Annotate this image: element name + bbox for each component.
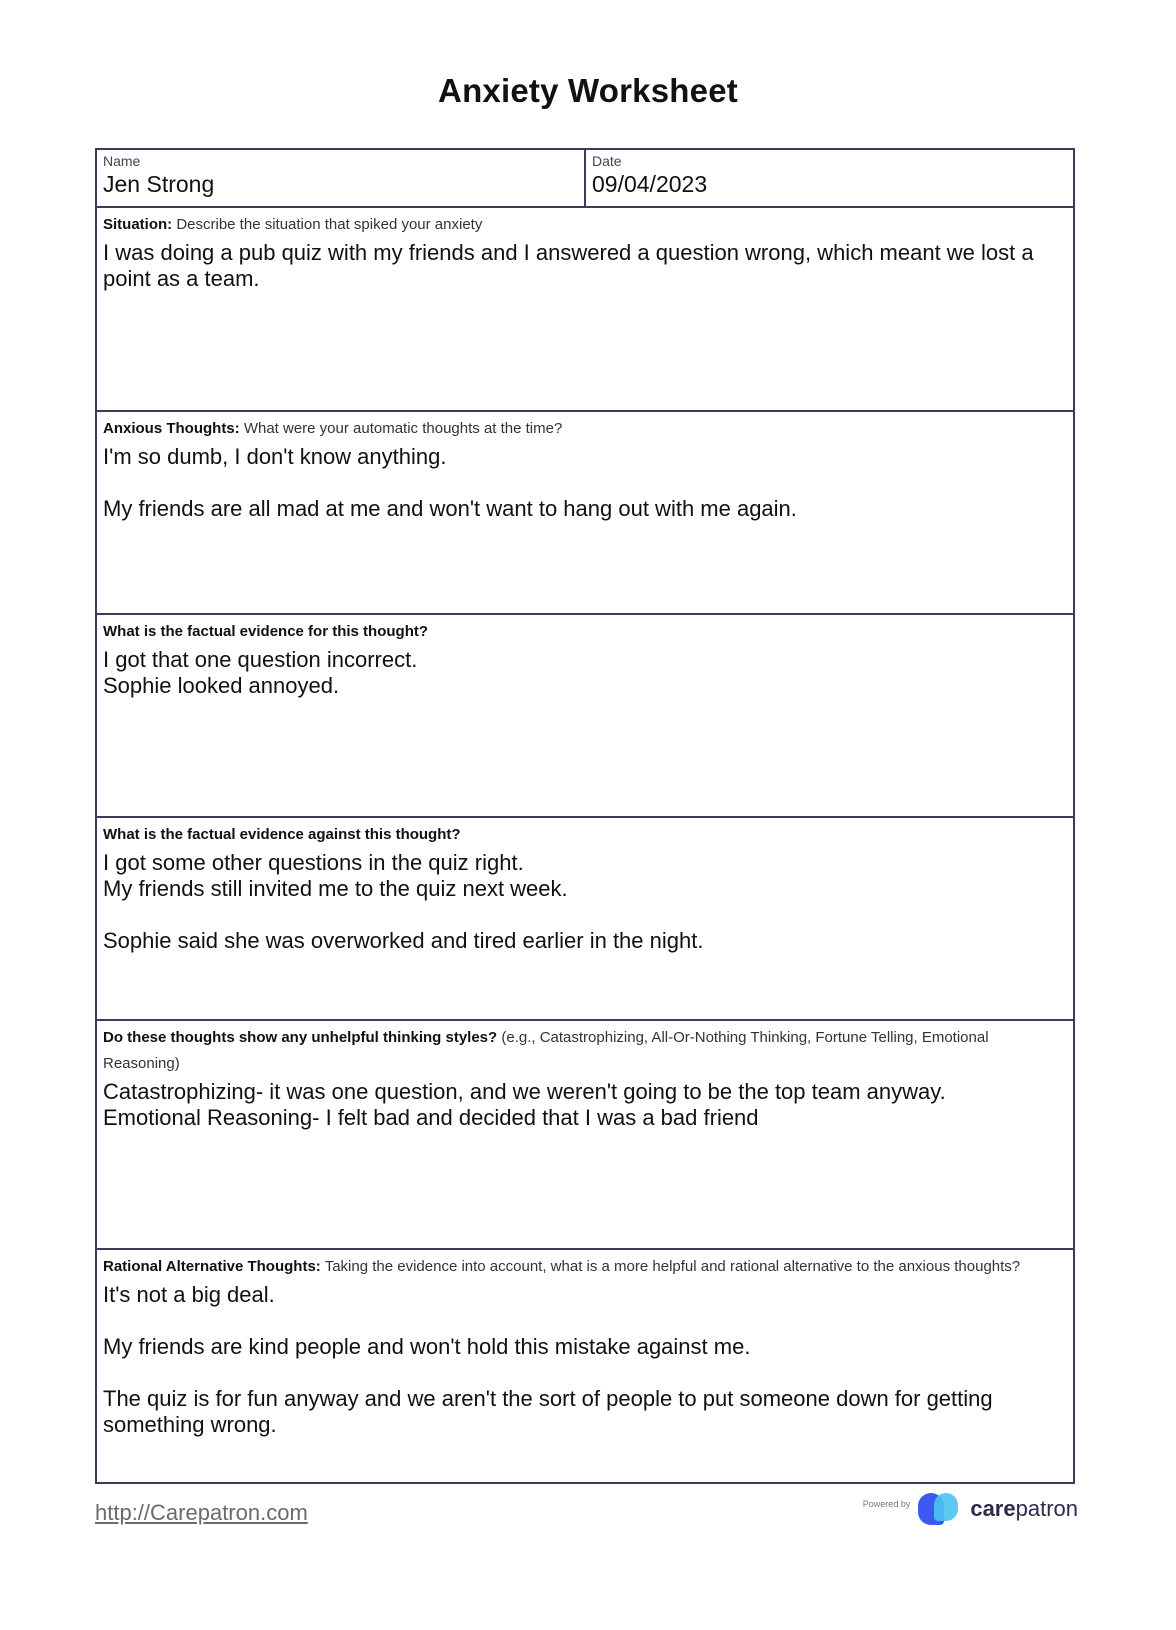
situation-label: Situation:: [103, 216, 173, 233]
rational-thoughts-answer: [103, 1282, 1067, 1438]
thinking-styles-prompt-text: (e.g., Catastrophizing, All-Or-Nothing Thinking, Fortune Telling, Emotional Reasoning): [103, 1029, 989, 1072]
name-field[interactable]: [97, 150, 584, 206]
anxious-thoughts-prompt-text: What were your automatic thoughts at the time?: [239, 420, 563, 437]
evidence-against-prompt: [103, 822, 1067, 848]
answer-line: My friends are kind people and won't hold this mistake against me.: [103, 1334, 751, 1359]
thinking-styles-answer: [103, 1079, 1067, 1131]
situation-section[interactable]: [97, 208, 1073, 412]
carepatron-link[interactable]: http://Carepatron.com: [95, 1500, 308, 1525]
powered-by-text: Powered by: [862, 1499, 911, 1509]
thinking-styles-prompt: [103, 1025, 1067, 1077]
rational-thoughts-label: Rational Alternative Thoughts:: [103, 1258, 321, 1275]
carepatron-logo-icon: [918, 1493, 962, 1525]
header-row: [97, 150, 1073, 208]
answer-line: Sophie looked annoyed.: [103, 673, 340, 698]
anxious-thoughts-answer: [103, 444, 1067, 522]
evidence-for-answer: [103, 647, 1067, 699]
evidence-against-answer: [103, 850, 1067, 954]
evidence-for-prompt: [103, 619, 1067, 645]
answer-line: Catastrophizing- it was one question, and we weren't going to be the top team anyway.: [103, 1079, 946, 1104]
thinking-styles-section[interactable]: [97, 1021, 1073, 1250]
wordmark-rest: patron: [1015, 1496, 1078, 1521]
evidence-for-label: What is the factual evidence for this thought?: [103, 623, 429, 640]
anxious-thoughts-section[interactable]: [97, 412, 1073, 615]
worksheet-form: [95, 148, 1075, 1484]
answer-line: The quiz is for fun anyway and we aren't the sort of people to put someone down for getting something wrong.: [103, 1386, 993, 1437]
answer-line: I got that one question incorrect.: [103, 647, 418, 672]
date-value: 09/04/2023: [592, 171, 708, 197]
evidence-against-label: What is the factual evidence against this thought?: [103, 826, 461, 843]
carepatron-wordmark: [970, 1496, 1078, 1522]
thinking-styles-label: Do these thoughts show any unhelpful thinking styles?: [103, 1029, 498, 1046]
situation-answer: [103, 240, 1067, 292]
rational-thoughts-section[interactable]: [97, 1250, 1073, 1482]
evidence-for-section[interactable]: [97, 615, 1073, 818]
answer-line: Sophie said she was overworked and tired earlier in the night.: [103, 928, 704, 953]
situation-prompt-text: Describe the situation that spiked your anxiety: [172, 216, 483, 233]
answer-line: My friends still invited me to the quiz next week.: [103, 876, 568, 901]
carepatron-brand: [863, 1493, 1078, 1525]
anxious-thoughts-label: Anxious Thoughts:: [103, 420, 240, 437]
wordmark-bold: care: [970, 1496, 1016, 1521]
rational-thoughts-prompt-text: Taking the evidence into account, what is a more helpful and rational alternative to the anxious thoughts?: [320, 1258, 1021, 1275]
anxious-thoughts-prompt: [103, 416, 1067, 442]
answer-line: My friends are all mad at me and won't want to hang out with me again.: [103, 496, 797, 521]
situation-prompt: [103, 212, 1067, 238]
date-label: Date: [592, 153, 622, 169]
answer-line: I'm so dumb, I don't know anything.: [103, 444, 447, 469]
answer-line: Emotional Reasoning- I felt bad and decided that I was a bad friend: [103, 1105, 759, 1130]
answer-line: I got some other questions in the quiz right.: [103, 850, 524, 875]
answer-line: I was doing a pub quiz with my friends and I answered a question wrong, which meant we lost a point as a team.: [103, 240, 1034, 291]
evidence-against-section[interactable]: [97, 818, 1073, 1021]
rational-thoughts-prompt: [103, 1254, 1067, 1280]
answer-line: It's not a big deal.: [103, 1282, 275, 1307]
name-value: Jen Strong: [103, 171, 215, 197]
page-title: Anxiety Worksheet: [438, 72, 738, 109]
date-field[interactable]: [584, 150, 1073, 206]
name-label: Name: [103, 153, 141, 169]
